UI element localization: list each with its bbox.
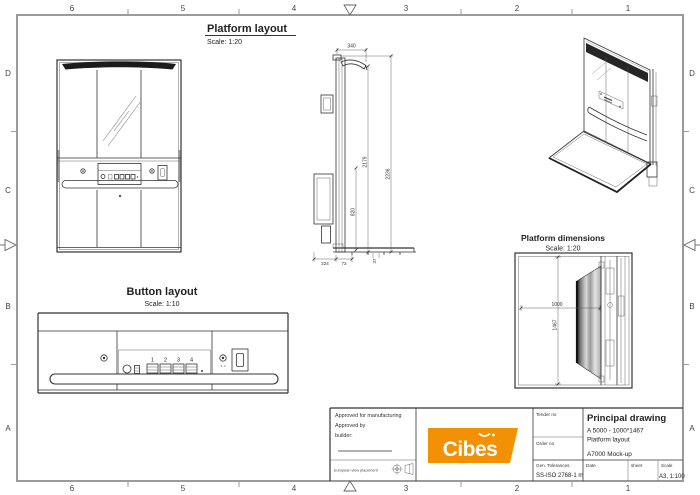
approval-line3: builder: [335,433,353,439]
grid-row-label: B [5,302,11,311]
floor-buttons [147,358,203,374]
tender-no-label: Tender no [536,412,557,417]
grid-col-label: 2 [514,484,520,493]
grid-col-label: 4 [291,484,297,493]
sheet-label: sheet [631,463,643,468]
approval-box [334,413,413,475]
iso-wall [584,38,650,164]
dim-1000: 1000 [551,302,563,308]
stop-button [135,366,140,374]
dim-2179: 2179 [362,156,369,168]
tolerances-value: SS-ISO 2768-1 m [536,473,584,479]
key-switch [232,349,248,371]
platform-dimensions-scale: Scale: 1:20 [545,245,581,253]
alarm-button [123,365,131,373]
platform-layout-title: Platform layout [207,23,288,35]
grid-col-label: 6 [69,4,75,13]
button-layout-heading [127,286,198,308]
dim-73: 73 [341,261,347,266]
platform-layout-heading [205,23,296,46]
handrail [50,374,278,384]
grid-col-label: 2 [514,4,520,13]
dim-1467: 1467 [552,319,559,331]
tolerances-label: Gen. Tolerances [536,463,570,468]
approval-line1: Approved for manufacturing [335,413,402,419]
center-mark-left-icon [0,240,16,251]
button-layout-view [38,313,288,393]
drawing-info [587,413,666,458]
grid-col-label: 5 [180,4,186,13]
logo-dot-icon [492,434,495,437]
dim-37: 37 [372,258,377,264]
grid-row-label: C [5,186,11,195]
key-switch [158,166,167,181]
approval-line2: Approved by [335,423,366,429]
brand-logo [428,428,518,463]
logo-text: Cibes [442,438,498,461]
platform-dimensions-heading [521,233,605,253]
grid-col-label: 1 [625,4,631,13]
grid-row-label: D [5,69,11,78]
platform-dimensions-title: Platform dimensions [520,233,606,243]
grid-col-label: 1 [625,484,631,493]
grid-row-label: A [689,424,695,433]
dim-340: 340 [347,43,356,50]
button-layout-scale: Scale: 1:10 [144,301,180,308]
drawing-layout: Platform layout [587,436,630,444]
grid-row-label: A [5,424,11,433]
title-block [330,408,685,481]
dimension-top-width [336,44,368,63]
view-placement-label: European view placement [334,468,378,473]
floor-button-label-4: 4 [189,357,194,364]
canopy-light [62,61,176,69]
grid-col-label: 5 [180,484,186,493]
iso-handrail [589,107,647,135]
grid-col-label: 3 [403,484,409,493]
drawing-model: A7000 Mock-up [587,451,632,458]
dim-2236: 2236 [385,168,392,180]
center-mark-bottom-icon [344,481,356,491]
floor-button-label-2: 2 [163,357,168,364]
platform-layout-scale: Scale: 1:20 [207,39,243,46]
floor-button-label-3: 3 [176,357,181,364]
floor-button-label-1: 1 [150,357,155,364]
grid-col-label: 4 [291,4,297,13]
drawing-size: A 5000 - 1000*1467 [587,427,644,435]
dim-224: 224 [321,261,329,266]
front-view [57,60,181,252]
date-label: Date [586,463,596,468]
scale-value: A3, 1:100 [659,474,685,480]
scale-label: Scale [661,463,673,468]
dimension-heights [341,55,393,254]
drawing-title: Principal drawing [587,413,667,424]
folded-door [577,266,601,379]
button-layout-title: Button layout [126,286,198,298]
dim-820: 820 [350,207,357,217]
grid-row-label: C [689,186,695,195]
iso-canopy-band [586,43,648,82]
plan-view [515,253,632,388]
glass-reflection [103,96,141,146]
grid-col-label: 6 [69,484,75,493]
alarm-button [101,175,105,179]
order-no-label: Order no [536,441,555,446]
control-panel [98,164,141,185]
projection-symbol-icon [392,464,414,475]
grid-row-label: D [689,69,695,78]
center-mark-right-icon [684,240,700,251]
grid-row-label: B [689,302,695,311]
dimension-base [313,252,380,266]
center-mark-top-icon [344,5,356,15]
isometric-view [549,38,657,192]
side-view [313,44,417,267]
grid-col-label: 3 [403,4,409,13]
